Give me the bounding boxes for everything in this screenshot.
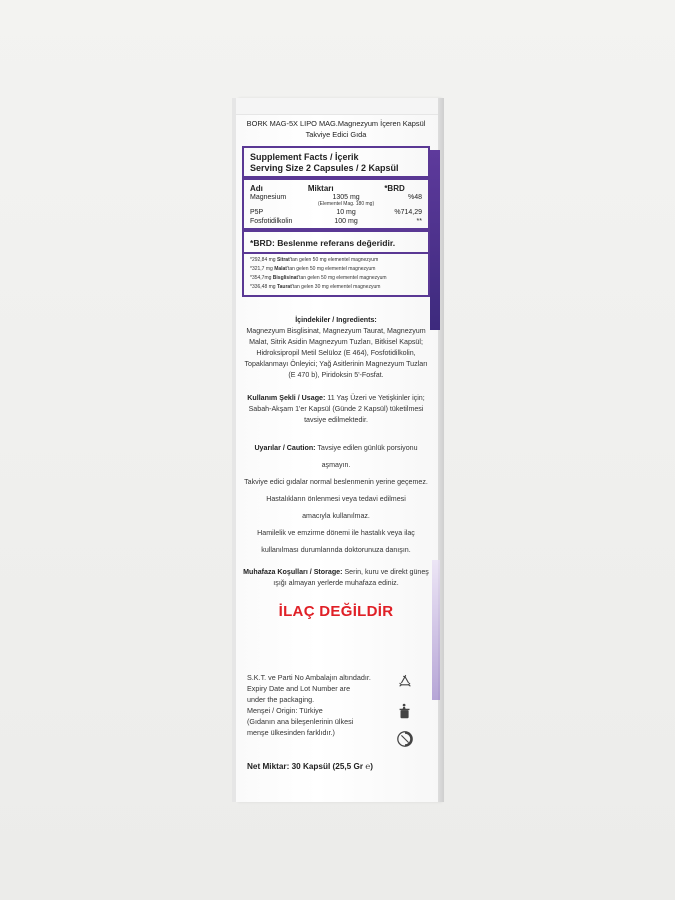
footnote: *336,48 mg Taurat'tan gelen 30 mg elementel magnezyum — [250, 283, 381, 290]
usage-block — [242, 393, 430, 426]
recycle-icon — [396, 674, 414, 692]
caution-label: Uyarılar / Caution: — [254, 443, 316, 452]
table-row — [250, 217, 422, 226]
row-amount-value: 1305 mg — [332, 194, 360, 201]
col-brd: *BRD — [384, 184, 405, 193]
row-brd: ** — [416, 218, 422, 225]
caution-line: kullanılması durumlarında doktorunuza danışın. — [261, 545, 411, 554]
box-top-flap — [236, 98, 440, 115]
row-name: Magnesium — [250, 194, 287, 201]
purple-strip — [430, 150, 440, 330]
usage-label: Kullanım Şekli / Usage: — [247, 393, 326, 402]
footnotes — [250, 254, 422, 295]
not-medicine-warning: İLAÇ DEĞİLDİR — [278, 602, 394, 620]
product-title: BORK MAG-5X LIPO MAG.Magnezyum İçeren Kapsül Takviye Edici Gıda — [246, 119, 426, 139]
caution-line: amacıyla kullanılmaz. — [302, 511, 370, 520]
ingredients-block — [242, 315, 430, 381]
row-name: P5P — [250, 209, 264, 216]
table-row — [250, 193, 422, 208]
table-row — [250, 208, 422, 217]
nutrition-table — [250, 182, 422, 226]
bottom-line: S.K.T. ve Parti No Ambalajın altındadır. — [247, 673, 371, 682]
footnote: *354,7mg Bisglisinat'tan gelen 50 mg elementel magnezyum — [250, 274, 387, 281]
facts-divider — [244, 176, 428, 180]
row-name: Fosfotidilkolin — [250, 218, 293, 225]
caution-line: Hastalıkların önlenmesi veya tedavi edilmesi — [266, 494, 406, 503]
facts-heading: Supplement Facts / İçerik — [250, 152, 359, 162]
purple-strip-lower — [432, 560, 440, 700]
footnote: *292,84 mg Sitrat'tan gelen 50 mg elementel magnezyum — [250, 256, 379, 263]
col-name: Adı — [250, 184, 263, 193]
row-amount: 100 mg — [334, 218, 358, 225]
footnote: *321,7 mg Malat'tan gelen 50 mg elementel magnezyum — [250, 265, 376, 272]
brd-note: *BRD: Beslenme referans değeridir. — [250, 238, 396, 248]
row-amount-sub: (Elementel Mag. 180 mg) — [317, 201, 375, 207]
facts-divider — [244, 228, 428, 232]
table-header-row — [250, 182, 422, 193]
label-content — [242, 118, 430, 620]
row-brd: %714,29 — [394, 209, 422, 216]
storage-label: Muhafaza Koşulları / Storage: — [243, 567, 343, 576]
bottom-line: (Gıdanın ana bileşenlerinin ülkesi — [247, 717, 354, 726]
row-amount — [308, 193, 385, 208]
supplement-facts-panel — [242, 146, 430, 297]
caution-line: Tavsiye edilen günlük porsiyonu aşmayın. — [315, 443, 418, 469]
caution-line: Takviye edici gıdalar normal beslenmenin yerine geçemez. — [244, 477, 428, 486]
serving-size: Serving Size 2 Capsules / 2 Kapsül — [250, 163, 399, 173]
bottom-line: Expiry Date and Lot Number are — [247, 684, 351, 693]
packaging-icons — [396, 674, 414, 758]
storage-block — [242, 567, 430, 589]
bottom-line: Menşei / Origin: Türkiye — [247, 706, 323, 715]
caution-line: Hamilelik ve emzirme dönemi ile hastalık veya ilaç — [257, 528, 415, 537]
net-quantity: Net Miktar: 30 Kapsül (25,5 Gr ℮) — [247, 762, 373, 771]
col-amount: Miktarı — [307, 184, 334, 193]
green-dot-icon — [396, 730, 414, 748]
storage-text: Serin, kuru ve direkt güneş ışığı almayan yerlerde muhafaza ediniz. — [273, 567, 429, 587]
row-amount: 10 mg — [336, 209, 356, 216]
bottom-line: under the packaging. — [247, 695, 315, 704]
ingredients-text: Magnezyum Bisglisinat, Magnezyum Taurat, Magnezyum Malat, Sitrik Asidin Magnezyum Tuzları, Bitkisel Kapsül; Hidroksipropil Metil Selüloz (E 464), Fosfotidilkolin, Topaklanmayı Önleyici; Yağ Asitlerinin Magnezyum Tuzları (E 470 b), Piridoksin 5'-Fosfat. — [244, 326, 428, 379]
ingredients-label: İçindekiler / Ingredients: — [295, 315, 377, 324]
bottom-line: menşe ülkesinden farklıdır.) — [247, 728, 335, 737]
usage-text: 11 Yaş Üzeri ve Yetişkinler için; Sabah-Akşam 1'er Kapsül (Günde 2 Kapsül) tüketilmesi tavsiye edilmektedir. — [248, 393, 425, 424]
no-litter-icon — [396, 702, 414, 720]
row-brd: %48 — [407, 194, 422, 201]
caution-block — [242, 440, 430, 559]
